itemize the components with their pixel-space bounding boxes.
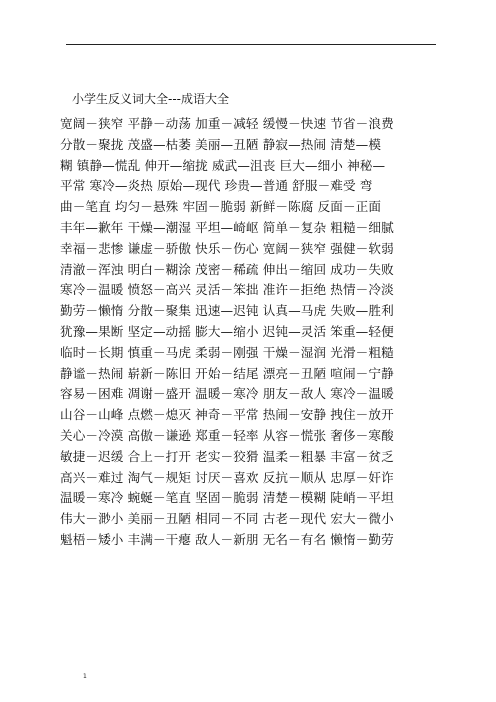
text-line: 魁梧－矮小 丰满－干瘪 敌人－新朋 无名－有名 懒惰－勤劳: [60, 531, 394, 547]
text-line: 勤劳－懒惰 分散－聚集 迅速—迟钝 认真—马虎 失败—胜利: [60, 303, 394, 319]
text-line: 分散－聚拢 茂盛—枯萎 美丽—丑陋 静寂—热闹 清楚—模: [60, 136, 382, 152]
text-line: 容易－困难 凋谢－盛开 温暖－寒冷 朋友－敌人 寒冷－温暖: [60, 386, 394, 402]
text-line: 曲－笔直 均匀－悬殊 牢固－脆弱 新鲜－陈腐 反面－正面: [60, 199, 382, 215]
text-line: 临时－长期 慎重－马虎 柔弱－刚强 干燥－湿润 光滑－粗糙: [60, 344, 394, 360]
antonym-list: [60, 114, 440, 551]
text-line: 寒冷－温暖 愤怒－高兴 灵活－笨拙 准许－拒绝 热情－冷淡: [60, 282, 394, 298]
text-line: 宽阔－狭窄 平静－动荡 加重－减轻 缓慢－快速 节省－浪费: [60, 116, 394, 131]
text-line: 犹豫—果断 坚定—动摇 膨大—缩小 迟钝—灵活 笨重—轻便: [60, 323, 394, 339]
text-line: 平常 寒冷—炎热 原始—现代 珍贵—普通 舒服－难受 弯: [60, 178, 373, 194]
text-line: 山谷－山峰 点燃－熄灭 神奇－平常 热闹－安静 拽住－放开: [60, 407, 394, 423]
text-line: 高兴－难过 淘气－规矩 讨厌－喜欢 反抗－顺从 忠厚－奸诈: [60, 469, 394, 485]
text-line: 关心－冷漠 高傲－谦逊 郑重－轻率 从容－慌张 奢侈－寒酸: [60, 427, 394, 443]
text-line: 清澈－浑浊 明白－糊涂 茂密－稀疏 伸出－缩回 成功－失败: [60, 261, 394, 277]
text-line: 糊 镇静—慌乱 伸开—缩拢 威武—沮丧 巨大—细小 神秘—: [60, 157, 386, 173]
text-line: 丰年—歉年 干燥—潮湿 平坦—崎岖 简单－复杂 粗糙－细腻: [60, 219, 394, 235]
text-line: 温暖－寒冷 蜿蜒－笔直 坚固－脆弱 清楚－模糊 陡峭－平坦: [60, 490, 394, 506]
header-rule: [66, 44, 436, 45]
document-title: 小学生反义词大全---成语大全: [72, 92, 229, 106]
text-line: 静谧－热闹 崭新－陈旧 开始－结尾 漂亮－丑陋 喧闹－宁静: [60, 365, 394, 381]
page-number: 1: [83, 673, 87, 680]
text-line: 敏捷－迟缓 合上－打开 老实－狡猾 温柔－粗暴 丰富－贫乏: [60, 448, 394, 464]
text-line: 幸福－悲惨 谦虚－骄傲 快乐－伤心 宽阔－狭窄 强健－软弱: [60, 240, 394, 256]
text-line: 伟大－渺小 美丽－丑陋 相同－不同 古老－现代 宏大－微小: [60, 511, 394, 527]
